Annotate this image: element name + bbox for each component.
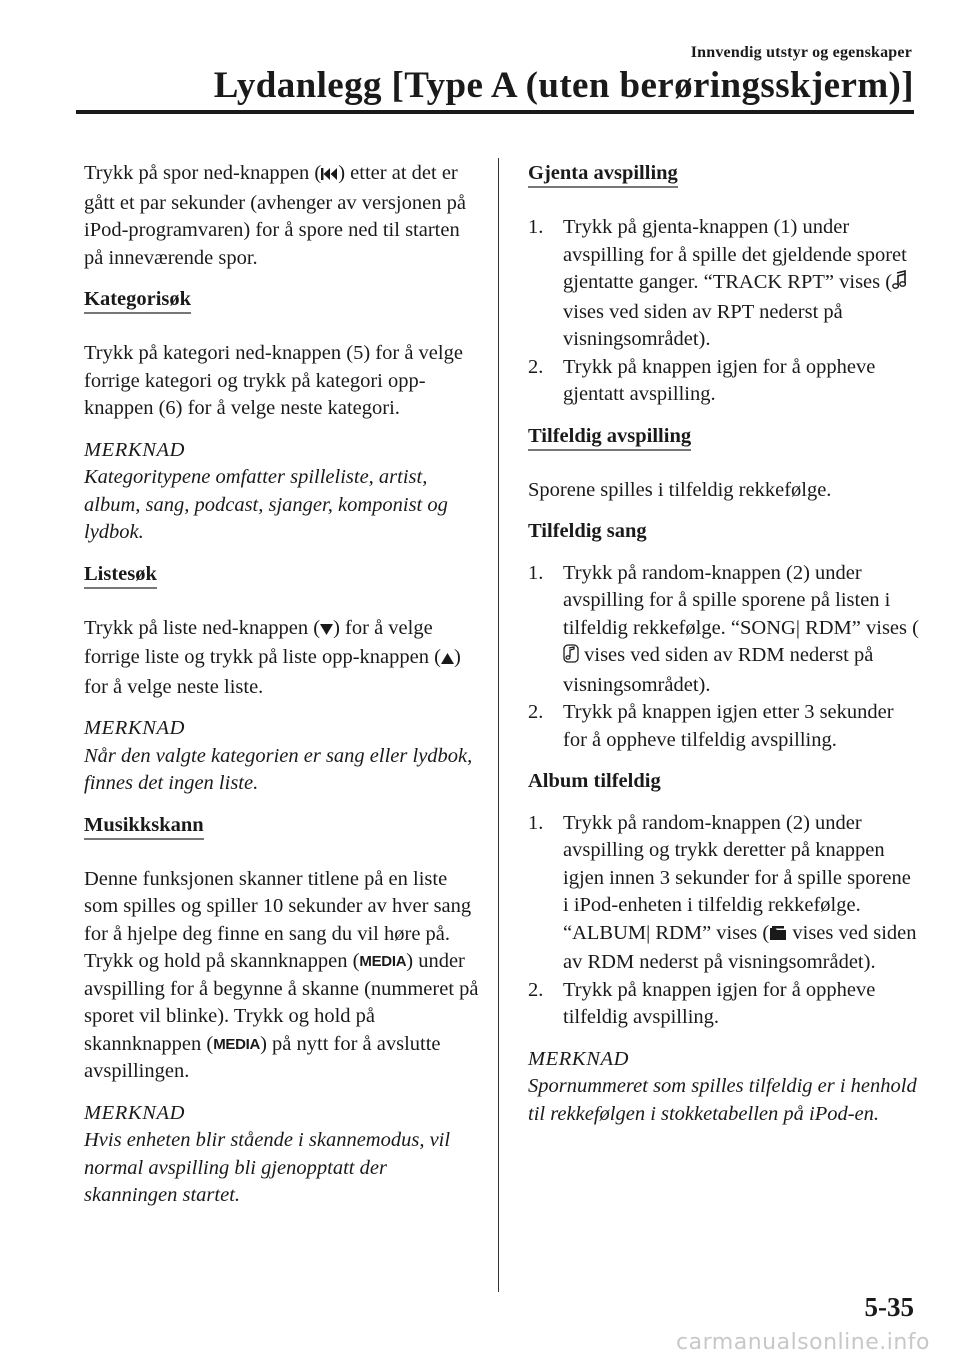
list-item: 2. Trykk på knappen igjen etter 3 sekunder for å oppheve tilfeldig avspilling. <box>528 701 894 751</box>
liste-text-c: ) for å velge neste liste. <box>84 646 461 698</box>
heading-listesok: Listesøk <box>84 562 157 589</box>
gjenta-list <box>528 214 920 409</box>
note-title: MERKNAD <box>84 717 185 739</box>
page-title: Lydanlegg [Type A (uten berøringsskjerm)] <box>213 65 914 106</box>
list-item: 2. Trykk på knappen igjen for å oppheve tilfeldig avspilling. <box>528 978 876 1028</box>
section-label: Innvendig utstyr og egenskaper <box>690 44 912 61</box>
media-button-icon: MEDIA <box>359 953 407 970</box>
music-note-icon <box>892 270 906 299</box>
liste-text-b: ) for å velge forrige liste og trykk på liste opp-knappen ( <box>84 616 441 668</box>
subheading-album-tilfeldig: Album tilfeldig <box>528 770 661 792</box>
list-item: 1. Trykk på random-knappen (2) under avspilling for å spille sporene på listen i tilfeldig rekkefølge. “SONG| RDM” vises ( vises ved siden av RDM nederst på visningsområdet). <box>528 561 919 696</box>
tilfeldig-paragraph: Sporene spilles i tilfeldig rekkefølge. <box>528 478 832 501</box>
folder-icon <box>769 922 787 950</box>
media-button-icon: MEDIA <box>213 1035 261 1053</box>
page-number: 5-35 <box>864 1292 914 1322</box>
album-list <box>528 810 920 1032</box>
kategori-paragraph: Trykk på kategori ned-knappen (5) for å velge forrige kategori og trykk på kategori opp-knappen (6) for å velge neste kategori. <box>84 342 463 419</box>
musikk-paragraph-1: Denne funksjonen skanner titlene på en liste som spilles og spiller 10 sekunder av hver sang for å hjelpe deg finne en sang du vil høre på. <box>84 867 472 945</box>
intro-text-a: Trykk på spor ned-knappen ( <box>84 162 322 184</box>
heading-kategorisok: Kategorisøk <box>84 287 191 314</box>
subheading-tilfeldig-sang: Tilfeldig sang <box>528 520 647 542</box>
triangle-up-icon <box>441 646 454 674</box>
heading-gjenta: Gjenta avspilling <box>528 161 678 188</box>
header-rule <box>76 110 914 114</box>
musikk-text-a: Trykk og hold på skannknappen ( <box>84 950 360 972</box>
sang-list <box>528 560 920 755</box>
musikk-text-c: ) på nytt for å avslutte avspillingen. <box>84 1032 441 1082</box>
column-divider <box>498 158 499 1292</box>
note-title: MERKNAD <box>84 438 185 461</box>
note-text: Spornummeret som spilles tilfeldig er i henhold til rekkefølgen i stokketabellen på iPod-en. <box>528 1075 917 1125</box>
list-item: 2. Trykk på knappen igjen for å oppheve gjentatt avspilling. <box>528 355 876 405</box>
liste-text-a: Trykk på liste ned-knappen ( <box>84 616 321 639</box>
musikk-text-b: ) under avspilling for å begynne å skanne (nummeret på sporet vil blinke). Trykk og hold på skannknappen ( <box>84 950 479 1055</box>
left-column <box>84 160 484 1224</box>
note-title: MERKNAD <box>528 1047 629 1070</box>
intro-text-b: ) etter at det er gått et par sekunder (avhenger av versjonen på iPod-programvaren) for å spore ned til starten på inneværende spor. <box>84 162 466 269</box>
heading-tilfeldig: Tilfeldig avspilling <box>528 424 691 451</box>
shuffle-song-icon <box>563 644 579 672</box>
list-item: 1. Trykk på random-knappen (2) under avspilling og trykk deretter på knappen igjen innen 3 sekunder for å spille sporene i iPod-enheten i tilfeldig rekkefølge. “ALBUM| RDM” vises ( vises ved siden av RDM nederst på visningsområdet). <box>528 811 917 973</box>
note-text: Hvis enheten blir stående i skannemodus, vil normal avspilling bli gjenopptatt der skanningen startet. <box>84 1129 451 1206</box>
note-text: Når den valgte kategorien er sang eller lydbok, finnes det ingen liste. <box>84 744 473 794</box>
list-item: 1. Trykk på gjenta-knappen (1) under avspilling for å spille det gjeldende sporet gjentatte ganger. “TRACK RPT” vises (vises ved siden av RPT nederst på visningsområdet). <box>528 216 907 350</box>
musikk-paragraph-2 <box>84 948 484 1086</box>
track-down-icon <box>321 162 338 190</box>
intro-paragraph <box>84 160 484 272</box>
note-text: Kategoritypene omfatter spilleliste, artist, album, sang, podcast, sjanger, komponist og lydbok. <box>84 466 448 543</box>
liste-paragraph <box>84 615 484 702</box>
right-column <box>528 160 920 1142</box>
watermark: carmanualsonline.info <box>676 1330 930 1355</box>
triangle-down-icon <box>320 617 333 645</box>
note-title: MERKNAD <box>84 1101 185 1124</box>
heading-musikkskann: Musikkskann <box>84 813 204 840</box>
